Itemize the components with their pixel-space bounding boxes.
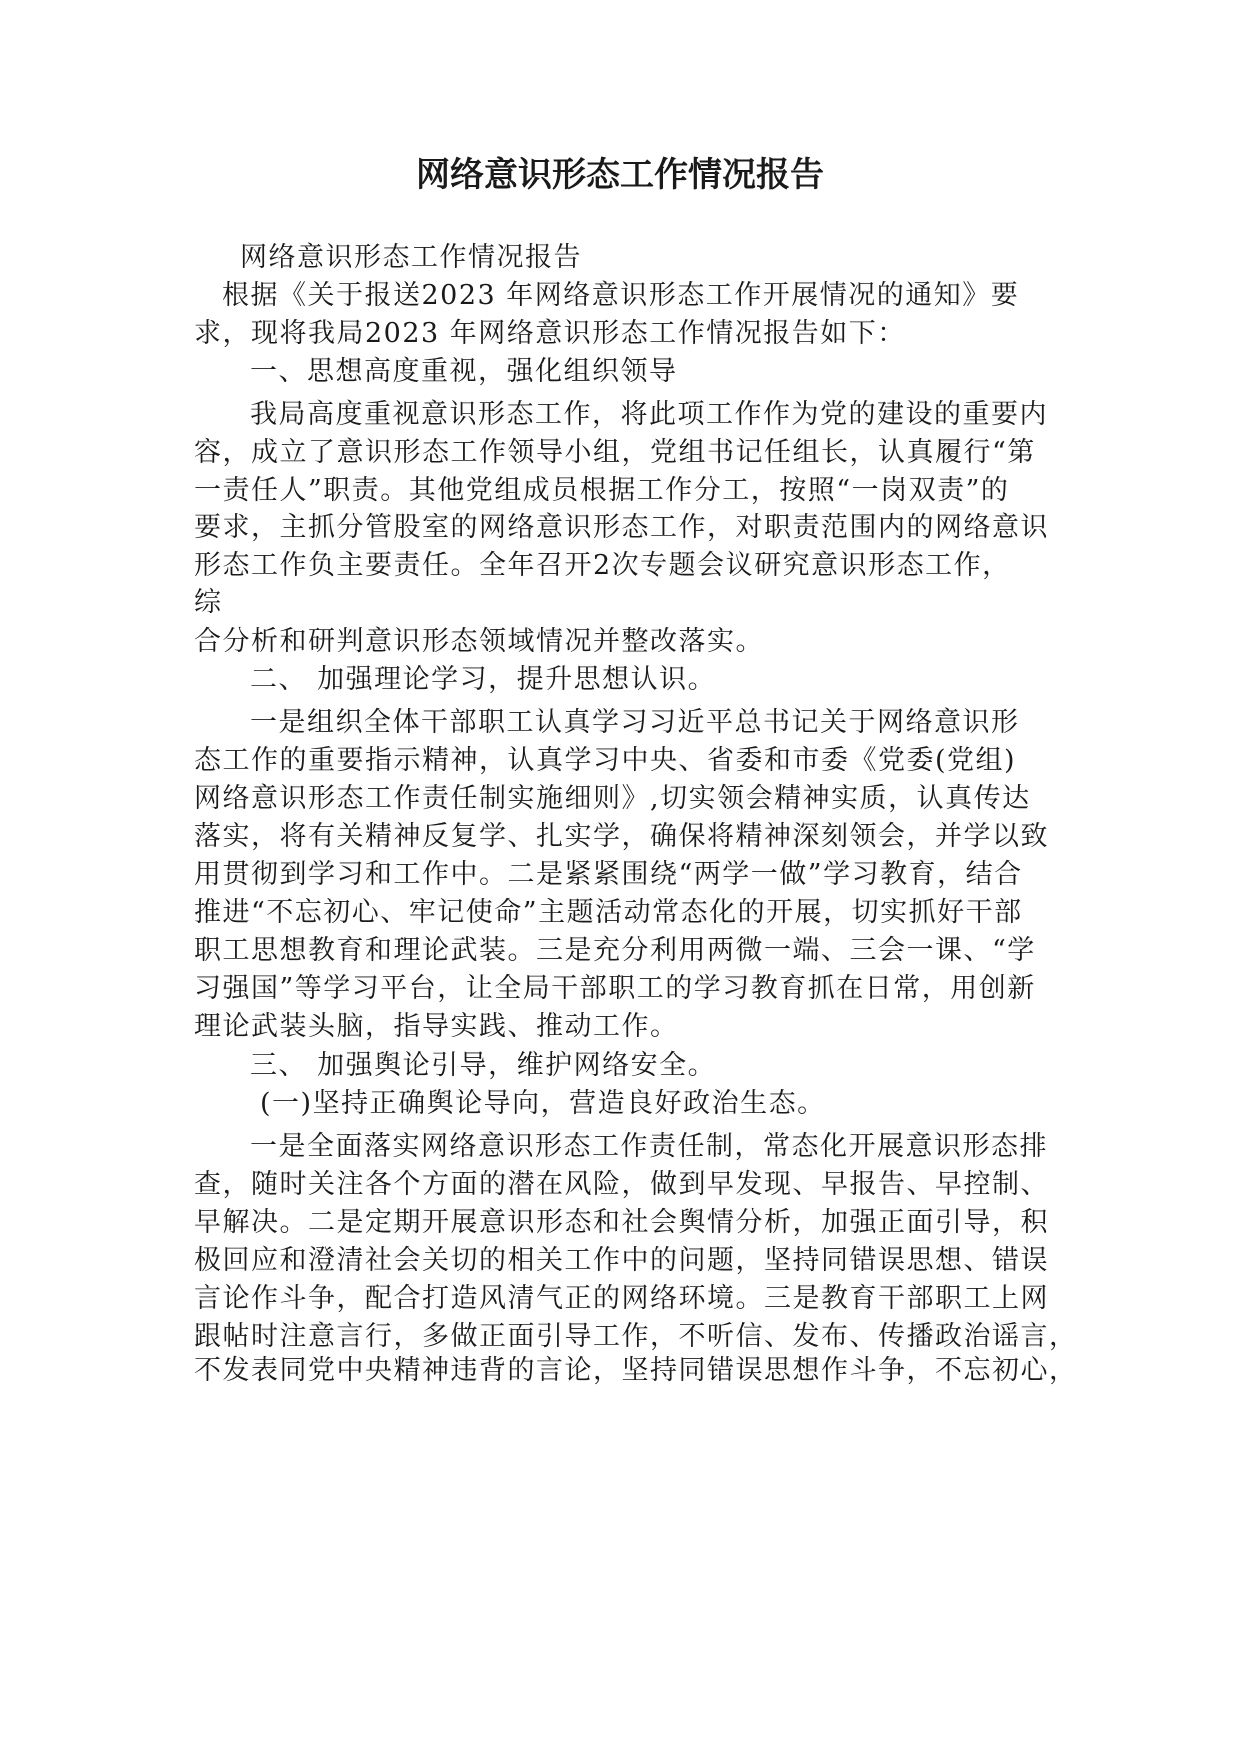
body-line: 网络意识形态工作情况报告 bbox=[240, 242, 582, 273]
body-line: 理论武装头脑，指导实践、推动工作。 bbox=[194, 1011, 679, 1042]
body-line: 一是全面落实网络意识形态工作责任制，常态化开展意识形态排 bbox=[250, 1131, 1048, 1162]
document-title: 网络意识形态工作情况报告 bbox=[416, 155, 824, 195]
body-line: 求，现将我局2023 年网络意识形态工作情况报告如下： bbox=[194, 318, 906, 349]
body-line: 跟帖时注意言行，多做正面引导工作，不听信、发布、传播政治谣言， bbox=[194, 1321, 1078, 1352]
body-line: 形态工作负主要责任。全年召开2次专题会议研究意识形态工作， bbox=[194, 550, 1011, 581]
body-line: 根据《关于报送2023 年网络意识形态工作开展情况的通知》要 bbox=[222, 280, 1020, 311]
body-line: 一是组织全体干部职工认真学习习近平总书记关于网络意识形 bbox=[250, 707, 1020, 738]
body-line: 习强国”等学习平台，让全局干部职工的学习教育抓在日常，用创新 bbox=[194, 973, 1036, 1004]
body-line: 一责任人”职责。其他党组成员根据工作分工，按照“一岗双责”的 bbox=[194, 475, 1010, 506]
body-line: 言论作斗争，配合打造风清气正的网络环境。三是教育干部职工上网 bbox=[194, 1283, 1049, 1314]
body-line: 综 bbox=[194, 587, 223, 618]
body-line: 态工作的重要指示精神，认真学习中央、省委和市委《党委(党组) bbox=[194, 745, 1017, 776]
body-line: 合分析和研判意识形态领域情况并整改落实。 bbox=[194, 626, 764, 657]
body-line: 不发表同党中央精神违背的言论，坚持同错误思想作斗争，不忘初心， bbox=[194, 1355, 1078, 1386]
body-line: 推进“不忘初心、牢记使命”主题活动常态化的开展，切实抓好干部 bbox=[194, 897, 1023, 928]
body-line: (一)坚持正确舆论导向，营造良好政治生态。 bbox=[260, 1088, 826, 1119]
body-line: 三、 加强舆论引导，维护网络安全。 bbox=[250, 1050, 717, 1081]
body-line: 用贯彻到学习和工作中。二是紧紧围绕“两学一做”学习教育，结合 bbox=[194, 859, 1023, 890]
body-line: 一、思想高度重视，强化组织领导 bbox=[250, 356, 678, 387]
body-line: 查，随时关注各个方面的潜在风险，做到早发现、早报告、早控制、 bbox=[194, 1169, 1049, 1200]
body-line: 职工思想教育和理论武装。三是充分利用两微一端、三会一课、“学 bbox=[194, 935, 1036, 966]
body-line: 要求，主抓分管股室的网络意识形态工作，对职责范围内的网络意识 bbox=[194, 512, 1049, 543]
body-line: 二、 加强理论学习，提升思想认识。 bbox=[250, 664, 717, 695]
body-line: 早解决。二是定期开展意识形态和社会舆情分析，加强正面引导，积 bbox=[194, 1207, 1049, 1238]
body-line: 网络意识形态工作责任制实施细则》,切实领会精神实质，认真传达 bbox=[194, 783, 1031, 814]
body-line: 容，成立了意识形态工作领导小组，党组书记任组长，认真履行“第 bbox=[194, 437, 1036, 468]
body-line: 落实，将有关精神反复学、扎实学，确保将精神深刻领会，并学以致 bbox=[194, 821, 1049, 852]
body-line: 极回应和澄清社会关切的相关工作中的问题，坚持同错误思想、错误 bbox=[194, 1245, 1049, 1276]
body-line: 我局高度重视意识形态工作，将此项工作作为党的建设的重要内 bbox=[250, 399, 1048, 430]
